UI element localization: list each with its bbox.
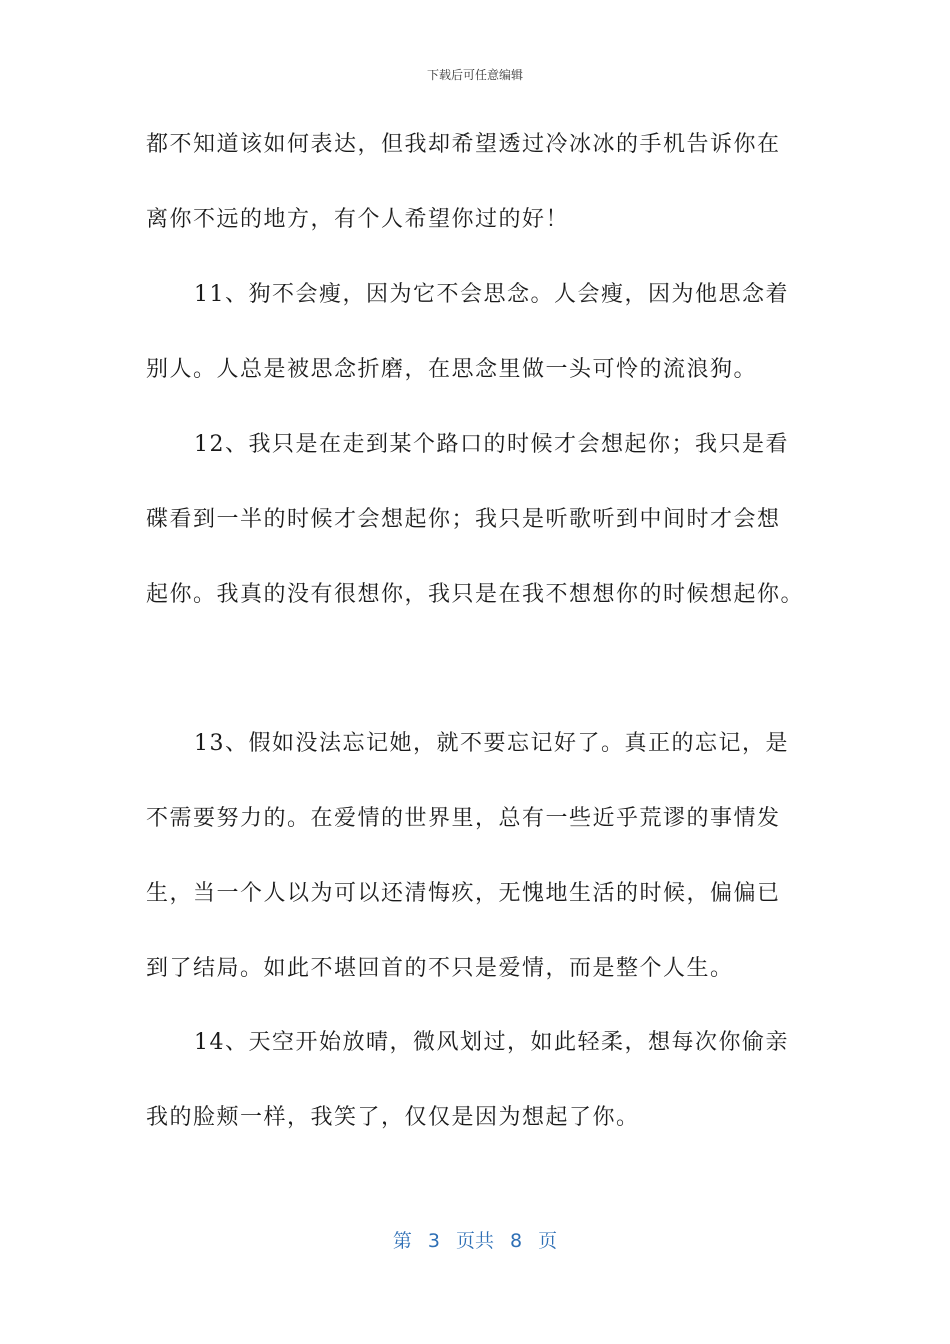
- paragraph-13-line-4: 到了结局。如此不堪回首的不只是爱情，而是整个人生。: [146, 956, 734, 981]
- paragraph-12-line-1: 12、我只是在走到某个路口的时候才会想起你；我只是看: [194, 432, 789, 457]
- paragraph-14-line-1: 14、天空开始放晴，微风划过，如此轻柔，想每次你偷亲: [194, 1030, 789, 1055]
- page-number-footer: 第 3 页共 8 页: [392, 1230, 558, 1252]
- paragraph-11-line-2: 别人。人总是被思念折磨，在思念里做一头可怜的流浪狗。: [146, 357, 758, 382]
- text-line-2: 离你不远的地方，有个人希望你过的好！: [146, 207, 570, 232]
- page-header: 下载后可任意编辑: [426, 68, 523, 82]
- paragraph-11-line-1: 11、狗不会瘦，因为它不会思念。人会瘦，因为他思念着: [194, 282, 789, 307]
- paragraph-13-line-3: 生，当一个人以为可以还清悔疚，无愧地生活的时候，偏偏已: [146, 881, 781, 906]
- text-line-1: 都不知道该如何表达，但我却希望透过冷冰冰的手机告诉你在: [146, 132, 781, 157]
- paragraph-12-line-2: 碟看到一半的时候才会想起你；我只是听歌听到中间时才会想: [146, 507, 781, 532]
- paragraph-14-line-2: 我的脸颊一样，我笑了，仅仅是因为想起了你。: [146, 1105, 640, 1130]
- paragraph-13-line-1: 13、假如没法忘记她，就不要忘记好了。真正的忘记，是: [194, 731, 789, 756]
- paragraph-12-line-3: 起你。我真的没有很想你，我只是在我不想想你的时候想起你。: [146, 582, 805, 607]
- paragraph-13-line-2: 不需要努力的。在爱情的世界里，总有一些近乎荒谬的事情发: [146, 806, 781, 831]
